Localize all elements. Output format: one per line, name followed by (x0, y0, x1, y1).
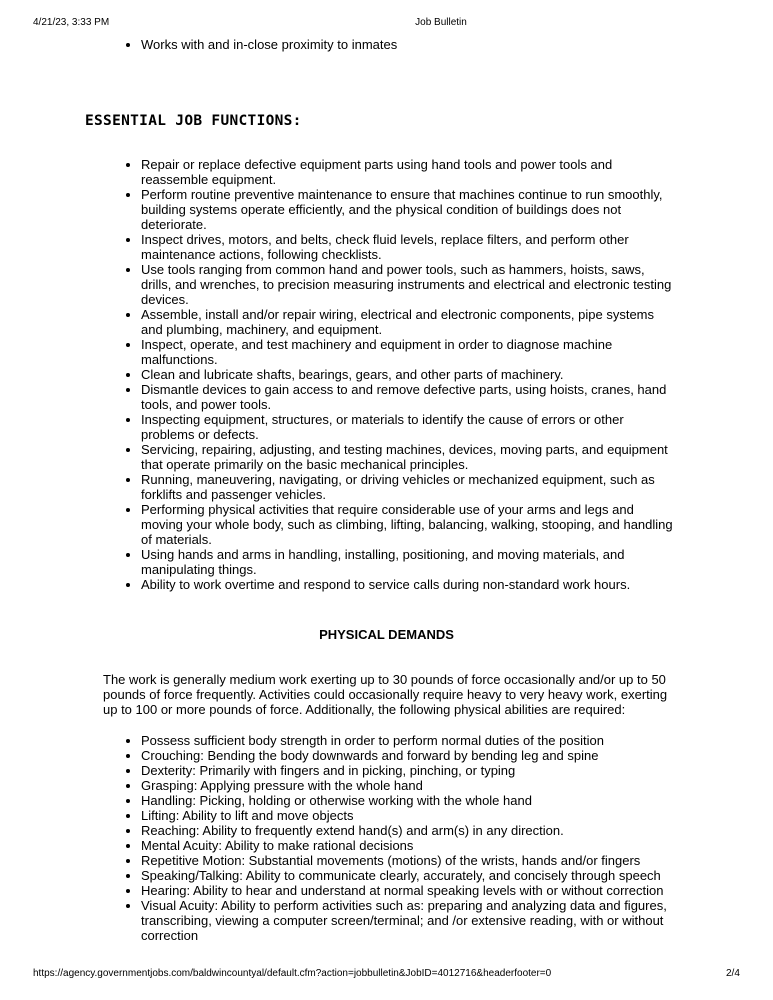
list-item: Ability to work overtime and respond to service calls during non-standard work hours. (103, 577, 677, 592)
list-item: Inspect drives, motors, and belts, check fluid levels, replace filters, and perform other maintenance actions, following checklists. (103, 232, 677, 262)
essential-job-functions-heading: ESSENTIAL JOB FUNCTIONS: (85, 113, 302, 129)
list-item: Handling: Picking, holding or otherwise working with the whole hand (103, 793, 681, 808)
print-header-title: Job Bulletin (415, 17, 467, 28)
list-item: Inspect, operate, and test machinery and equipment in order to diagnose machine malfunctions. (103, 337, 677, 367)
list-item: Possess sufficient body strength in order to perform normal duties of the position (103, 733, 681, 748)
list-item: Lifting: Ability to lift and move objects (103, 808, 681, 823)
list-item: Assemble, install and/or repair wiring, electrical and electronic components, pipe systems and plumbing, machinery, and equipment. (103, 307, 677, 337)
list-item: Mental Acuity: Ability to make rational decisions (103, 838, 681, 853)
physical-abilities-list (103, 733, 681, 943)
list-item: Repair or replace defective equipment parts using hand tools and power tools and reassemble equipment. (103, 157, 677, 187)
list-item: Reaching: Ability to frequently extend hand(s) and arm(s) in any direction. (103, 823, 681, 838)
list-item: Perform routine preventive maintenance to ensure that machines continue to run smoothly, building systems operate efficiently, and the physical condition of buildings does not deteriorate. (103, 187, 677, 232)
list-item: Repetitive Motion: Substantial movements (motions) of the wrists, hands and/or fingers (103, 853, 681, 868)
print-header-datetime: 4/21/23, 3:33 PM (33, 17, 110, 28)
list-item: Performing physical activities that require considerable use of your arms and legs and moving your whole body, such as climbing, lifting, balancing, walking, stooping, and handling of materials. (103, 502, 677, 547)
print-footer-page-number: 2/4 (726, 968, 740, 979)
continued-list (103, 37, 703, 52)
list-item: Dismantle devices to gain access to and remove defective parts, using hoists, cranes, hand tools, and power tools. (103, 382, 677, 412)
list-item: Inspecting equipment, structures, or materials to identify the cause of errors or other problems or defects. (103, 412, 677, 442)
list-item: Dexterity: Primarily with fingers and in picking, pinching, or typing (103, 763, 681, 778)
list-item: Grasping: Applying pressure with the whole hand (103, 778, 681, 793)
print-footer-url: https://agency.governmentjobs.com/baldwincountyal/default.cfm?action=jobbulletin&JobID=4012716&headerfooter=0 (33, 968, 552, 979)
physical-demands-heading-text: PHYSICAL DEMANDS (319, 627, 454, 642)
physical-demands-intro: The work is generally medium work exerting up to 30 pounds of force occasionally and/or up to 50 pounds of force frequently. Activities could occasionally require heavy to very heavy work, exerting up to 100 or more pounds of force. Additionally, the following physical abilities are required: (103, 672, 668, 717)
list-item: Speaking/Talking: Ability to communicate clearly, accurately, and concisely through speech (103, 868, 681, 883)
list-item: Servicing, repairing, adjusting, and testing machines, devices, moving parts, and equipment that operate primarily on the basic mechanical principles. (103, 442, 677, 472)
list-item: Visual Acuity: Ability to perform activities such as: preparing and analyzing data and figures, transcribing, viewing a computer screen/terminal; and /or extensive reading, with or without correction (103, 898, 681, 943)
list-item: Works with and in-close proximity to inmates (103, 37, 703, 52)
list-item: Hearing: Ability to hear and understand at normal speaking levels with or without correction (103, 883, 681, 898)
list-item: Using hands and arms in handling, installing, positioning, and moving materials, and manipulating things. (103, 547, 677, 577)
list-item: Crouching: Bending the body downwards and forward by bending leg and spine (103, 748, 681, 763)
essential-job-functions-list (103, 157, 677, 592)
list-item: Use tools ranging from common hand and power tools, such as hammers, hoists, saws, drills, and wrenches, to precision measuring instruments and electrical and electronic testing devices. (103, 262, 677, 307)
list-item: Clean and lubricate shafts, bearings, gears, and other parts of machinery. (103, 367, 677, 382)
list-item: Running, maneuvering, navigating, or driving vehicles or mechanized equipment, such as forklifts and passenger vehicles. (103, 472, 677, 502)
physical-demands-heading (0, 627, 773, 642)
